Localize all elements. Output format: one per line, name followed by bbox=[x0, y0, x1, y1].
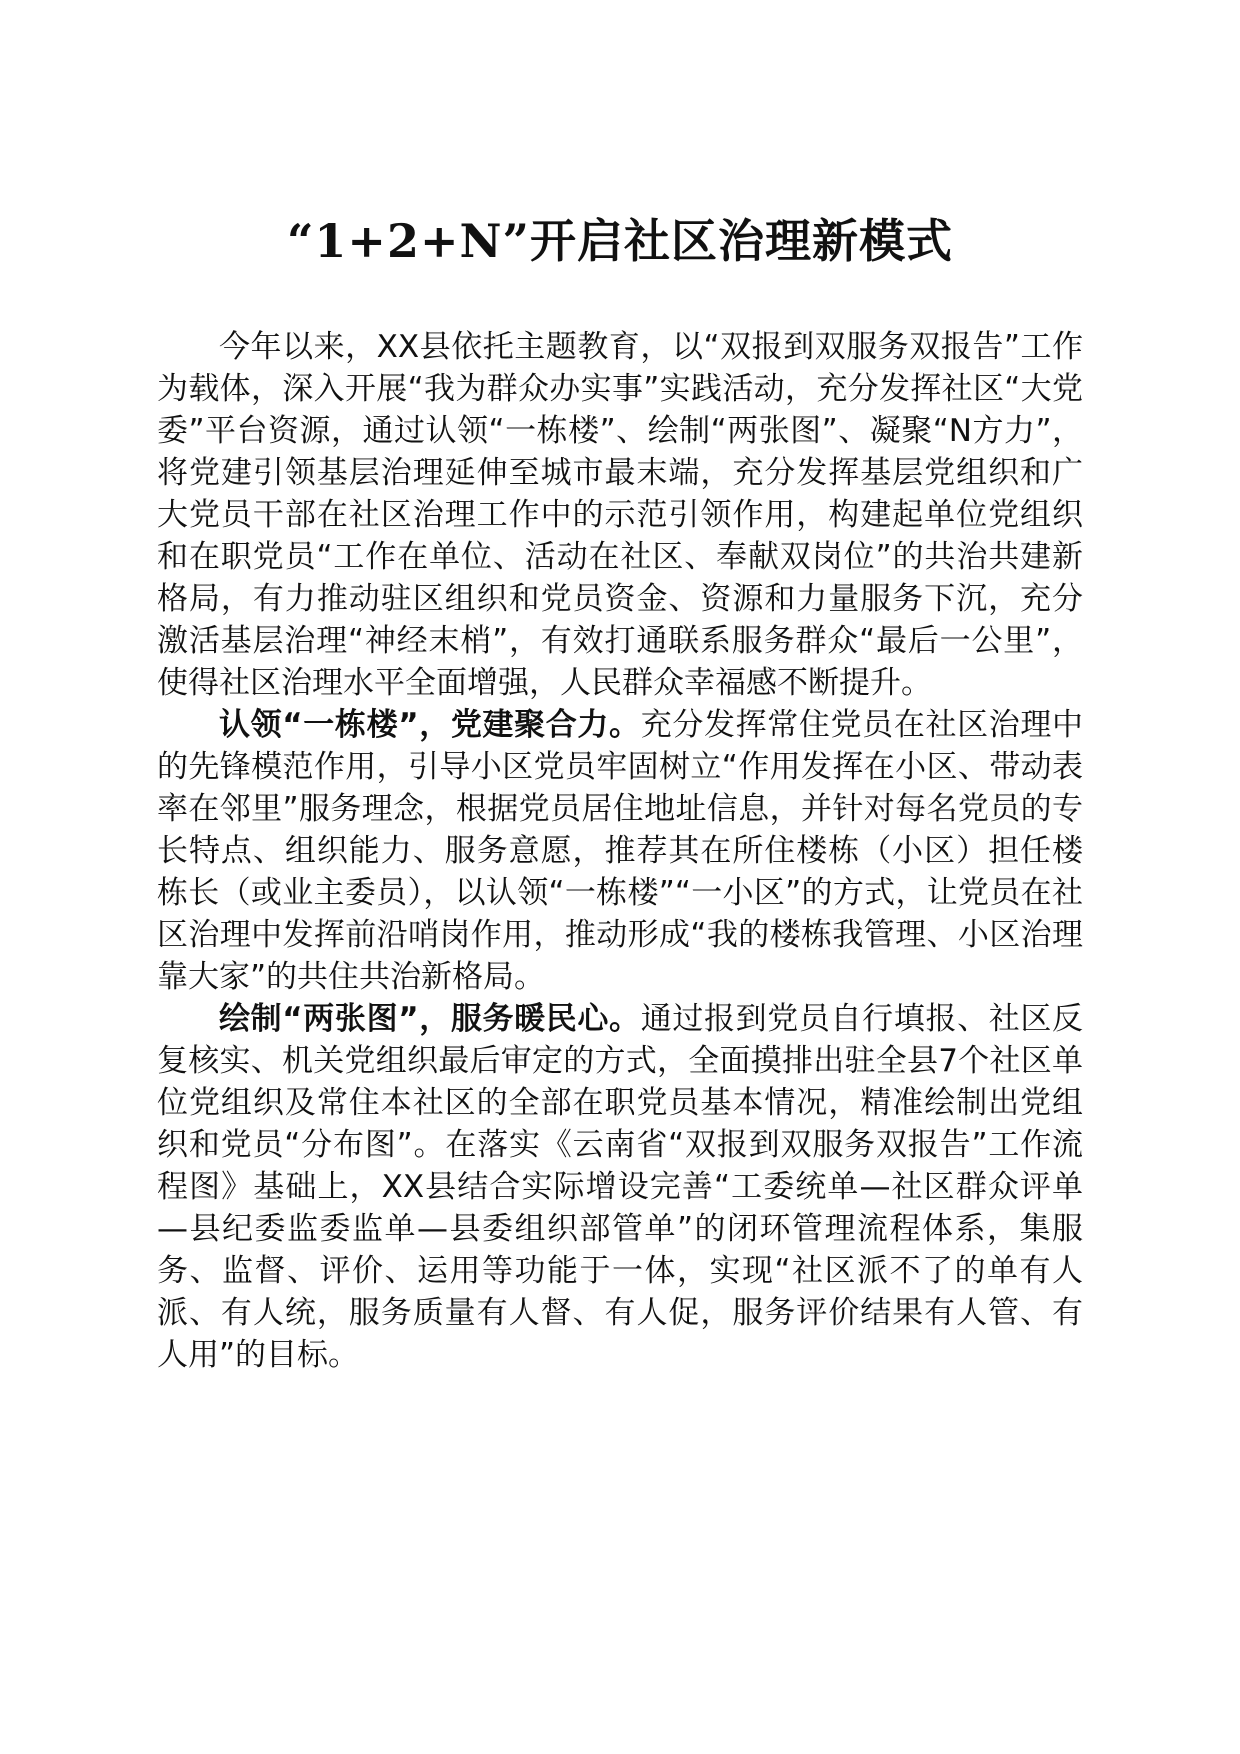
section-building-heading: 认领“一栋楼”，党建聚合力。 bbox=[219, 707, 641, 743]
section-building-text: 充分发挥常住党员在社区治理中的先锋模范作用，引导小区党员牢固树立“作用发挥在小区、带动表率在邻里”服务理念，根据党员居住地址信息，并针对每名党员的专长特点、组织能力、服务意愿，推荐其在所住楼栋（小区）担任楼栋长（或业主委员），以认领“一栋楼”“一小区”的方式，让党员在社区治理中发挥前沿哨岗作用，推动形成“我的楼栋我管理、小区治理靠大家”的共住共治新格局。 bbox=[157, 707, 1084, 995]
paragraph-section-maps bbox=[157, 998, 1083, 1376]
paragraph-intro bbox=[157, 326, 1083, 704]
paragraph-section-building bbox=[157, 704, 1083, 998]
paragraph-intro-text: 今年以来，XX县依托主题教育，以“双报到双服务双报告”工作为载体，深入开展“我为群众办实事”实践活动，充分发挥社区“大党委”平台资源，通过认领“一栋楼”、绘制“两张图”、凝聚“N方力”，将党建引领基层治理延伸至城市最末端，充分发挥基层党组织和广大党员干部在社区治理工作中的示范引领作用，构建起单位党组织和在职党员“工作在单位、活动在社区、奉献双岗位”的共治共建新格局，有力推动驻区组织和党员资金、资源和力量服务下沉，充分激活基层治理“神经末梢”，有效打通联系服务群众“最后一公里”，使得社区治理水平全面增强，人民群众幸福感不断提升。 bbox=[157, 329, 1083, 701]
section-maps-text: 通过报到党员自行填报、社区反复核实、机关党组织最后审定的方式，全面摸排出驻全县7个社区单位党组织及常住本社区的全部在职党员基本情况，精准绘制出党组织和党员“分布图”。在落实《云南省“双报到双服务双报告”工作流程图》基础上，XX县结合实际增设完善“工委统单—社区群众评单—县纪委监委监单—县委组织部管单”的闭环管理流程体系，集服务、监督、评价、运用等功能于一体，实现“社区派不了的单有人派、有人统，服务质量有人督、有人促，服务评价结果有人管、有人用”的目标。 bbox=[157, 1001, 1084, 1373]
document-title: “1+2+N”开启社区治理新模式 bbox=[286, 213, 954, 268]
section-maps-heading: 绘制“两张图”，服务暖民心。 bbox=[219, 1001, 641, 1037]
document-body bbox=[157, 326, 1083, 1376]
